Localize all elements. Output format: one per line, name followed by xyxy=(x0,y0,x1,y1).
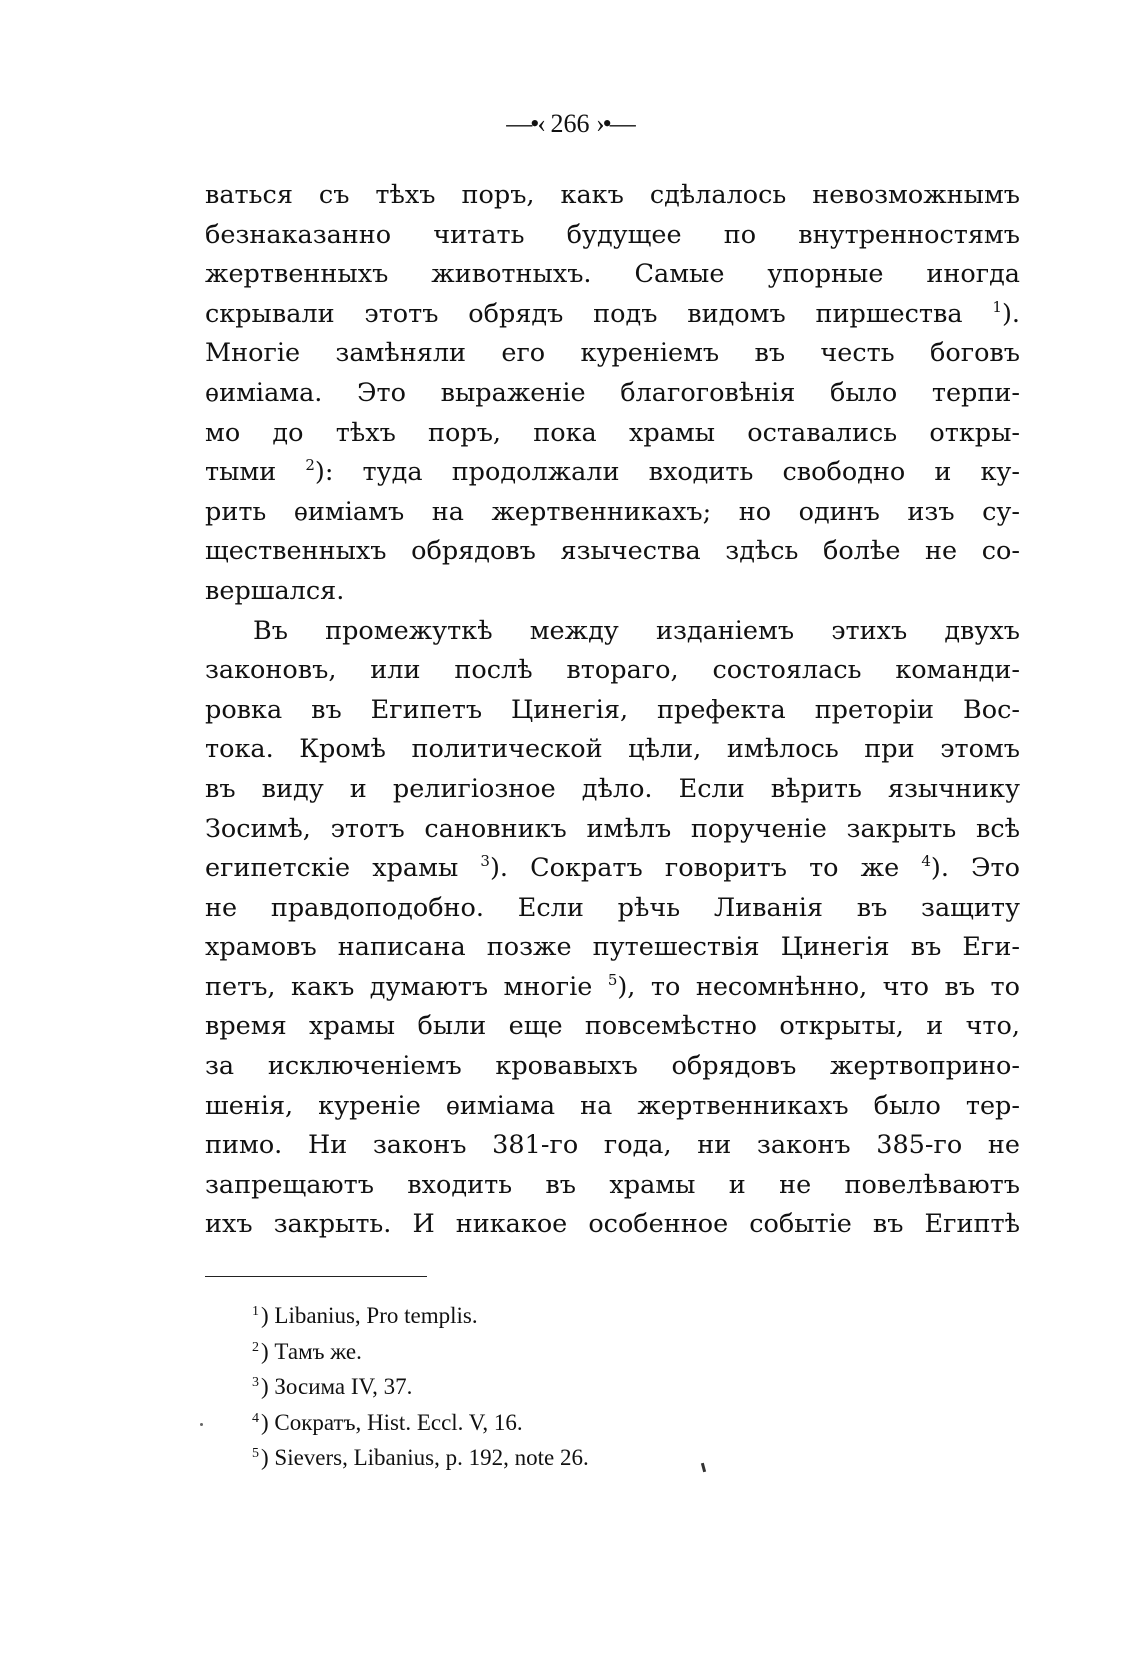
footnote-divider xyxy=(205,1276,427,1277)
footnote-mark: 4 xyxy=(252,1410,259,1426)
footnote-mark: 1 xyxy=(252,1304,259,1319)
text-line: Зосимѣ, этотъ сановникъ имѣлъ порученіе закрыть всѣ xyxy=(205,813,1020,844)
text-line: тыми $^2$): туда продолжали входить свободно и ку- xyxy=(205,456,1021,488)
text-line: пимо. Ни законъ 381-го года, ни законъ 385-го не xyxy=(205,1130,1020,1161)
text-line: жертвенныхъ животныхъ. Самые упорные иногда xyxy=(205,259,1020,290)
footnote-text: ) Тамъ же. xyxy=(261,1338,362,1364)
text-line: египетскіе храмы $^3$). Сократъ говоритъ то же $^4$). Это xyxy=(205,852,1021,884)
footnote-text: ) Зосима IV, 37. xyxy=(261,1374,413,1399)
page-number: 266 xyxy=(550,109,590,138)
text-line: щественныхъ обрядовъ язычества здѣсь болѣе не со- xyxy=(205,536,1020,567)
text-line: за исключеніемъ кровавыхъ обрядовъ жертвоприно- xyxy=(205,1051,1020,1082)
text-line: вершался. xyxy=(205,575,345,606)
text-line: петъ, какъ думаютъ многіе $^5$), то несомнѣнно, что въ то xyxy=(205,970,1020,1002)
main-text xyxy=(205,176,1020,1245)
text-line: время храмы были еще повсемѣстно открыты, и что, xyxy=(205,1011,1020,1042)
text-line: рить ѳиміамъ на жертвенникахъ; но одинъ изъ су- xyxy=(205,496,1020,527)
footnote-text: ) Libanius, Pro templis. xyxy=(261,1303,478,1328)
footnotes xyxy=(252,1296,589,1474)
footnote xyxy=(252,1438,589,1474)
footnote-text: ) Sievers, Libanius, p. 192, note 26. xyxy=(261,1445,589,1470)
text-line: не правдоподобно. Если рѣчь Ливанія въ защиту xyxy=(205,892,1020,923)
footnote xyxy=(252,1367,589,1403)
text-line: тока. Кромѣ политической цѣли, имѣлось при этомъ xyxy=(205,734,1020,765)
footnote-ref: 4 xyxy=(921,852,931,871)
text-line: мо до тѣхъ поръ, пока храмы оставались откры- xyxy=(205,417,1020,448)
text-line: ихъ закрыть. И никакое особенное событіе въ Египтѣ xyxy=(205,1209,1020,1240)
text-line: шенія, куреніе ѳиміама на жертвенникахъ было тер- xyxy=(205,1090,1020,1121)
footnote-ref: 5 xyxy=(607,970,618,989)
footnote-mark: 3 xyxy=(252,1375,259,1390)
footnote-mark: 5 xyxy=(252,1446,259,1461)
footnote xyxy=(252,1403,589,1439)
text-line: храмовъ написана позже путешествія Цинегія въ Еги- xyxy=(205,932,1020,963)
footnote-text: ) Сократъ, Hist. Eccl. V, 16. xyxy=(261,1409,523,1435)
footnote-ref: 3 xyxy=(480,852,490,871)
text-line: Въ промежуткѣ между изданіемъ этихъ двухъ xyxy=(253,615,1020,646)
footnote-mark: 2 xyxy=(252,1339,259,1355)
footnote-ref: 1 xyxy=(992,297,1002,316)
text-line: ѳиміама. Это выраженіе благоговѣнія было терпи- xyxy=(205,377,1020,408)
footnote-ref: 2 xyxy=(305,456,315,475)
text-line: Многіе замѣняли его куреніемъ въ честь боговъ xyxy=(205,338,1020,369)
text-line: запрещаютъ входить въ храмы и не повелѣваютъ xyxy=(205,1169,1020,1200)
ornament-right: ›•— xyxy=(596,109,634,138)
text-line: скрывали этотъ обрядъ подъ видомъ пиршества $^1$). xyxy=(205,297,1021,329)
text-line: законовъ, или послѣ втораго, состоялась команди- xyxy=(205,655,1020,686)
print-speck xyxy=(701,1463,706,1472)
ornament-left: —•‹ xyxy=(506,109,544,138)
text-line: ваться съ тѣхъ поръ, какъ сдѣлалось невозможнымъ xyxy=(205,180,1020,210)
page-header xyxy=(0,108,1140,140)
text-line: безнаказанно читать будущее по внутренностямъ xyxy=(205,219,1020,250)
print-speck xyxy=(200,1423,203,1426)
text-line: ровка въ Египетъ Цинегія, префекта преторіи Вос- xyxy=(205,694,1020,725)
footnote xyxy=(252,1296,589,1332)
text-line: въ виду и религіозное дѣло. Если вѣрить язычнику xyxy=(205,773,1020,804)
footnote xyxy=(252,1332,589,1368)
